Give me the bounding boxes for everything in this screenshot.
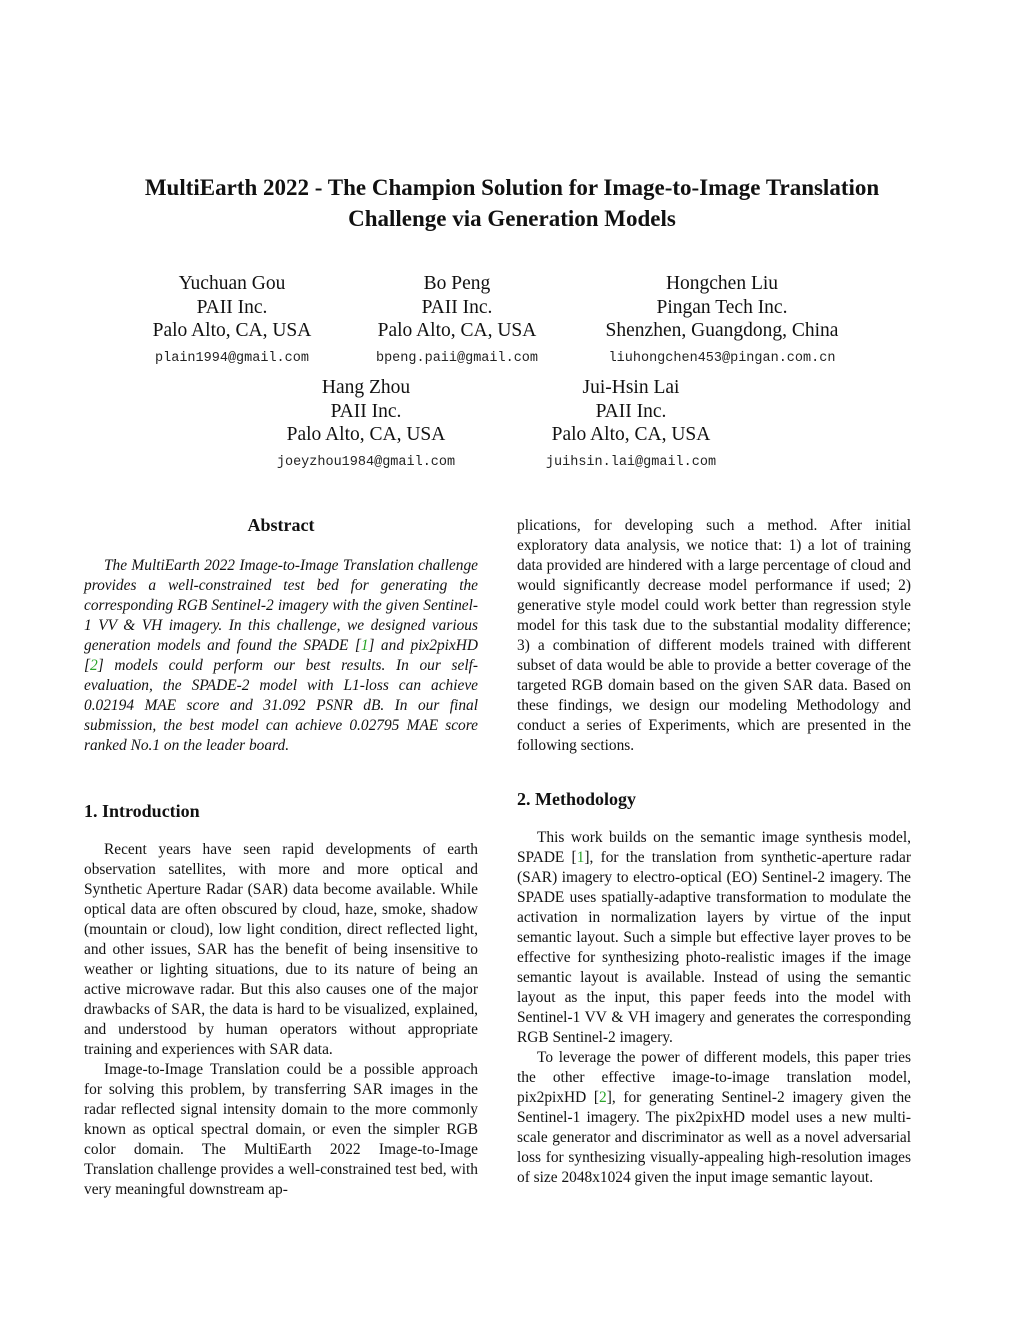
author-email[interactable]: juihsin.lai@gmail.com [545, 454, 717, 470]
author-name: Hang Zhou [321, 377, 411, 398]
methodology-paragraph-1 [517, 828, 911, 1048]
right-column [517, 516, 911, 1188]
abstract-text [84, 556, 478, 756]
author-block-3 [582, 272, 862, 367]
author-affiliation: Pingan Tech Inc. [656, 296, 788, 318]
author-affiliation: PAII Inc. [595, 400, 667, 422]
author-email[interactable]: liuhongchen453@pingan.com.cn [608, 350, 836, 366]
methodology-p2-text-a: To leverage the power of different models, this paper tries the other effective image-to-image translation model, pix2pixHD [ [517, 1049, 911, 1106]
title-line-1: MultiEarth 2022 - The Champion Solution for Image-to-Image Translation [144, 175, 880, 200]
left-column [84, 514, 478, 1200]
author-location: Palo Alto, CA, USA [377, 320, 537, 341]
abstract-heading: Abstract [247, 515, 315, 535]
methodology-p1-text-b: ], for the translation from synthetic-aperture radar (SAR) imagery to electro-optical (EO) Sentinel-2 imagery. The SPADE uses spatially-adaptive transformation to modulate the activation in normalization layers by virtue of the input semantic layout. Such a simple but effective layer proves to be effective for synthesizing photo-realistic images if the image semantic layout is available. Instead of using the semantic layout as the input, this paper feeds into the model with Sentinel-1 VV & VH imagery and generates the corresponding RGB Sentinel-2 imagery. [517, 849, 912, 1046]
author-affiliation: PAII Inc. [196, 296, 268, 318]
introduction-heading: 1. Introduction [84, 801, 200, 821]
methodology-p1-text-a: This work builds on the semantic image synthesis model, SPADE [ [517, 829, 911, 866]
paper-title [80, 172, 944, 234]
title-line-2: Challenge via Generation Models [348, 206, 676, 231]
abstract-text-c: ] models could perform our best results. In our self-evaluation, the SPADE-2 model with L1-loss can achieve 0.02194 MAE score and 31.092 PSNR dB. In our final submission, the best model can achieve 0.02795 MAE score ranked No.1 on the leader board. [84, 657, 478, 754]
methodology-paragraph-2 [517, 1048, 911, 1188]
methodology-heading: 2. Methodology [517, 789, 636, 809]
author-location: Palo Alto, CA, USA [551, 424, 711, 445]
methodology-p2-text-b: ], for generating Sentinel-2 imagery given the Sentinel-1 imagery. The pix2pixHD model uses a new multi-scale generator and discriminator as well as a novel adversarial loss for synthesizing visually-appealing high-resolution images of size 2048x1024 given the input image semantic layout. [517, 1089, 912, 1186]
author-location: Shenzhen, Guangdong, China [605, 320, 839, 341]
author-name: Bo Peng [423, 273, 491, 294]
author-email[interactable]: plain1994@gmail.com [155, 350, 309, 366]
citation-link[interactable]: 2 [599, 1089, 607, 1106]
author-name: Hongchen Liu [665, 273, 779, 294]
introduction-paragraph-2: Image-to-Image Translation could be a possible approach for solving this problem, by transferring SAR images in the radar reflected signal intensity domain to the more commonly known as optical spectral domain, or even the simpler RGB color domain. The MultiEarth 2022 Image-to-Image Translation challenge provides a well-constrained test bed, with very meaningful downstream ap- [84, 1061, 478, 1198]
author-location: Palo Alto, CA, USA [152, 320, 312, 341]
author-name: Jui-Hsin Lai [582, 377, 680, 398]
introduction-paragraph-1: Recent years have seen rapid developments of earth observation satellites, with more and more optical and Synthetic Aperture Radar (SAR) data become available. While optical data are often obscured by cloud, haze, smoke, shadow (mountain or cloud), low light condition, direct reflected light, and other issues, SAR has the benefit of being insensitive to weather or lighting situations, due to its nature of being an active microwave radar. But this also causes one of the major drawbacks of SAR, the data is hard to be visualized, explained, and understood by human operators without appropriate training and experiences with SAR data. [84, 841, 478, 1058]
abstract-text-b: ] and pix2pixHD [ [84, 637, 478, 674]
author-name: Yuchuan Gou [178, 273, 286, 294]
author-email[interactable]: joeyzhou1984@gmail.com [276, 454, 456, 470]
author-affiliation: PAII Inc. [421, 296, 493, 318]
citation-link[interactable]: 2 [90, 657, 98, 674]
introduction-paragraph-2-continued: plications, for developing such a method. After initial exploratory data analysis, we notice that: 1) a lot of training data provided are hindered with a large percentage of cloud and would significantly decrease model performance if used; 2) generative style model could work better than regression style model for this task due to the substantial modality difference; 3) a combination of different models trained with different subset of data would be able to provide a better coverage of the targeted RGB domain based on the given SAR data. Based on these findings, we design our modeling Methodology and conduct a series of Experiments, which are presented in the following sections. [517, 517, 911, 754]
author-email[interactable]: bpeng.paii@gmail.com [375, 350, 539, 366]
author-location: Palo Alto, CA, USA [286, 424, 446, 445]
author-block-2 [357, 272, 557, 367]
author-block-4 [266, 376, 466, 471]
citation-link[interactable]: 1 [360, 637, 369, 654]
abstract-text-a: The MultiEarth 2022 Image-to-Image Translation challenge provides a well-constrained test bed for generating the corresponding RGB Sentinel-2 imagery with the given Sentinel-1 VV & VH imagery. In this challenge, we designed various generation models and found the SPADE [ [84, 557, 478, 654]
citation-link[interactable]: 1 [576, 849, 585, 866]
author-block-1 [132, 272, 332, 367]
author-block-5 [531, 376, 731, 471]
author-affiliation: PAII Inc. [330, 400, 402, 422]
